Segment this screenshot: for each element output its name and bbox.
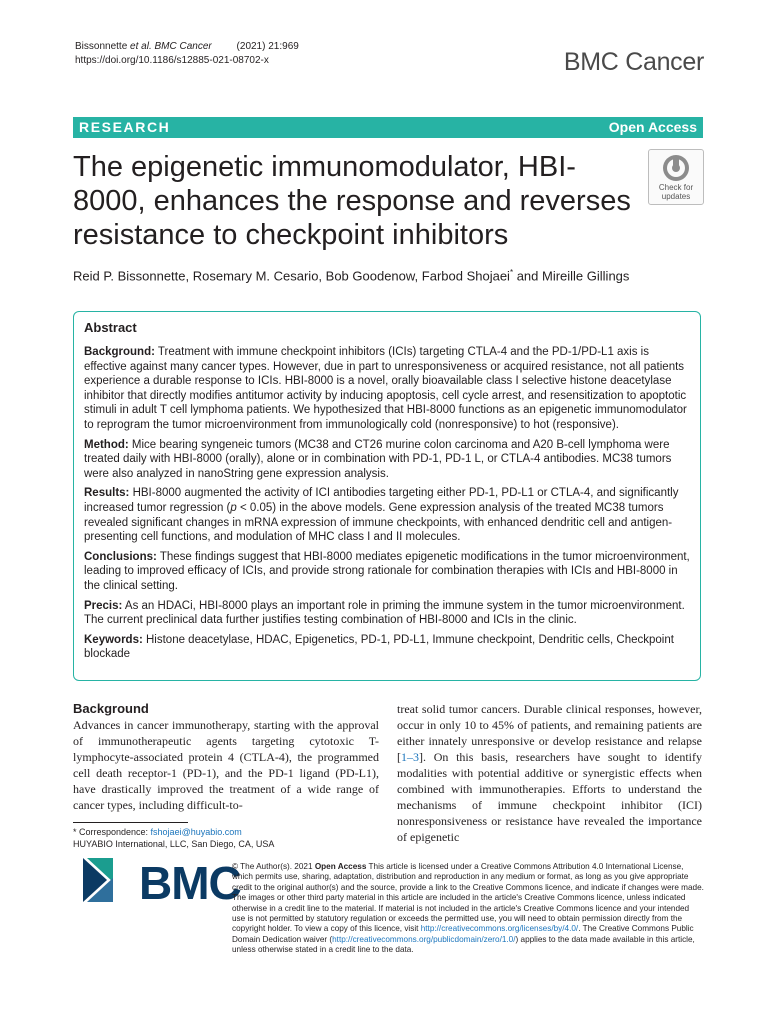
license-copyright: © The Author(s). 2021 bbox=[232, 862, 315, 871]
citation-author: Bissonnette bbox=[75, 41, 128, 52]
journal-name: BMC Cancer bbox=[563, 48, 704, 76]
check-for-updates-button[interactable] bbox=[648, 149, 704, 205]
bmc-logo-icon bbox=[83, 858, 133, 902]
abstract-background bbox=[84, 345, 692, 433]
conclusions-text: These findings suggest that HBI-8000 mediates epigenetic modifications in the tumor microenvironment, leading to improved efficacy of ICIs, and provide strong rationale for combination therapies with ICIs and HBI-8000 in the clinical setting. bbox=[84, 550, 690, 592]
keywords-label: Keywords: bbox=[84, 633, 143, 646]
reference-link[interactable]: 1–3 bbox=[401, 750, 419, 764]
results-p-symbol: p bbox=[230, 501, 237, 514]
citation-header bbox=[75, 40, 299, 68]
method-text: Mice bearing syngeneic tumors (MC38 and CT26 murine colon carcinoma and A20 B-cell lymphoma were treated daily with HBI-8000 (orally), alone or in combination with PD-1, PD-1 L, or CTLA-4 antibodies. MC38 tumors were also analyzed in nanoString gene expression analysis. bbox=[84, 438, 672, 480]
license-body-3: ) applies to the data made available in this article, unless otherwise stated in a credit line to the data. bbox=[232, 934, 695, 955]
abstract-precis bbox=[84, 599, 692, 628]
body-text-right-b: ]. On this basis, researchers have sought to identify modalities with potential additive or synergistic effects when combined with immunotherapies. Efforts to understand the mechanisms of immune checkpoint inhibitor (ICI) nonresponsiveness or resistance have revealed the importance of epigenetic bbox=[397, 750, 702, 844]
correspondence-label: * Correspondence: bbox=[73, 827, 151, 837]
section-heading-background: Background bbox=[73, 701, 149, 716]
body-text-left: Advances in cancer immunotherapy, starting with the approval of immunotherapeutic agents targeting cytotoxic T-lymphocyte-associated protein 4 (CTLA-4), the programmed cell death receptor-1 (PD-1), and the PD-1 ligand (PD-L1), have drastically improved the treatment of a wide range of cancer types, including difficult-to- bbox=[73, 718, 379, 812]
footnote-rule bbox=[73, 822, 188, 823]
citation-volume: (2021) 21:969 bbox=[236, 41, 299, 52]
results-text-a: HBI-8000 augmented the activity of ICI antibodies targeting either PD-1, PD-L1 or CTLA-4, and significantly increased tumor regression ( bbox=[84, 487, 679, 514]
background-text: Treatment with immune checkpoint inhibitors (ICIs) targeting CTLA-4 and the PD-1/PD-L1 axis is effective against many cancer types. However, due in part to unresponsiveness or acquired resistance, not all patients experience a durable response to ICIs. HBI-8000 is a novel, orally bioavailable class I selective histone deacetylase inhibitor that directly modifies antitumor activity by inducing apoptosis, cell cycle arrest, and resensitization to apoptotic stimuli in adult T cell lymphoma patients. We hypothesized that HBI-8000 functions as an epigenetic immunomodulator to reprogram the tumor microenvironment from immunologically cold (nonresponsive) to hot (responsive). bbox=[84, 346, 687, 431]
keywords-text: Histone deacetylase, HDAC, Epigenetics, PD-1, PD-L1, Immune checkpoint, Dendritic cells, Checkpoint blockade bbox=[84, 633, 674, 661]
authors-main: Reid P. Bissonnette, Rosemary M. Cesario, Bob Goodenow, Farbod Shojaei bbox=[73, 268, 510, 284]
precis-label: Precis: bbox=[84, 599, 123, 612]
correspondence-email-link[interactable]: fshojaei@huyabio.com bbox=[150, 827, 242, 837]
body-text-right-a: treat solid tumor cancers. Durable clinical responses, however, occur in only 10 to 45% of patients, and remaining patients are either innately unresponsive or develop resistance and relapse [ bbox=[397, 702, 702, 764]
open-access-label: Open Access bbox=[608, 119, 697, 135]
results-text-b: < 0.05) in the above models. Gene expression analysis of the treated MC38 tumors revealed significant changes in mRNA expression of immune checkpoints, with enhanced dendritic cell and antigen-presenting cell functions, and modulation of MHC class I and II molecules. bbox=[84, 501, 673, 544]
license-text bbox=[232, 862, 704, 956]
abstract-heading: Abstract bbox=[84, 320, 137, 335]
license-open-access: Open Access bbox=[314, 862, 367, 871]
citation-journal: BMC Cancer bbox=[154, 41, 212, 52]
section-banner bbox=[73, 117, 703, 138]
abstract-conclusions bbox=[84, 550, 692, 594]
citation-etal: et al. bbox=[130, 41, 152, 52]
body-column-right bbox=[397, 701, 702, 845]
method-label: Method: bbox=[84, 438, 129, 451]
check-for-updates-label: Check for updates bbox=[658, 183, 694, 201]
abstract-keywords bbox=[84, 633, 692, 662]
bmc-logo-text: BMC bbox=[139, 857, 241, 909]
body-column-left bbox=[73, 701, 379, 813]
background-label: Background: bbox=[84, 346, 155, 358]
license-body: This article is licensed under a Creative Commons Attribution 4.0 International License, which permits use, sharing, adaptation, distribution and reproduction in any medium or format, as long as you give appropriate credit to the original author(s) and the source, provide a link to the Creative Commons licence, and indicate if changes were made. The images or other third party material in this article are included in the article's Creative Commons licence, unless indicated otherwise in a credit line to the material. If material is not included in the article's Creative Commons licence and your intended use is not permitted by statutory regulation or exceeds the permitted use, you will need to obtain permission directly from the copyright holder. To view a copy of this licence, visit bbox=[232, 862, 704, 934]
abstract-method bbox=[84, 438, 692, 482]
license-link-cc-by[interactable]: http://creativecommons.org/licenses/by/4.0/ bbox=[420, 924, 579, 934]
affiliation: HUYABIO International, LLC, San Diego, CA, USA bbox=[73, 839, 275, 849]
license-body-2: . The Creative Commons Public Domain Dedication waiver ( bbox=[232, 924, 694, 944]
article-title: The epigenetic immunomodulator, HBI-8000, enhances the response and reverses resistance to checkpoint inhibitors bbox=[73, 151, 631, 251]
section-label: RESEARCH bbox=[79, 119, 171, 135]
abstract-body bbox=[84, 345, 692, 667]
abstract-box bbox=[73, 311, 701, 681]
conclusions-label: Conclusions: bbox=[84, 550, 157, 563]
results-label: Results: bbox=[84, 487, 130, 500]
corresponding-mark: * bbox=[509, 268, 514, 277]
author-list bbox=[73, 268, 629, 283]
authors-last: and Mireille Gillings bbox=[513, 268, 630, 284]
citation-doi[interactable]: https://doi.org/10.1186/s12885-021-08702-x bbox=[75, 55, 269, 66]
license-link-cc0[interactable]: http://creativecommons.org/publicdomain/zero/1.0/ bbox=[332, 934, 516, 944]
abstract-results bbox=[84, 486, 692, 544]
footnote bbox=[73, 826, 274, 850]
check-for-updates-icon bbox=[661, 153, 691, 183]
precis-text: As an HDACi, HBI-8000 plays an important role in priming the immune system in the tumor microenvironment. The current preclinical data further justifies testing combination of HBI-8000 and ICIs in the clinic. bbox=[84, 599, 685, 627]
